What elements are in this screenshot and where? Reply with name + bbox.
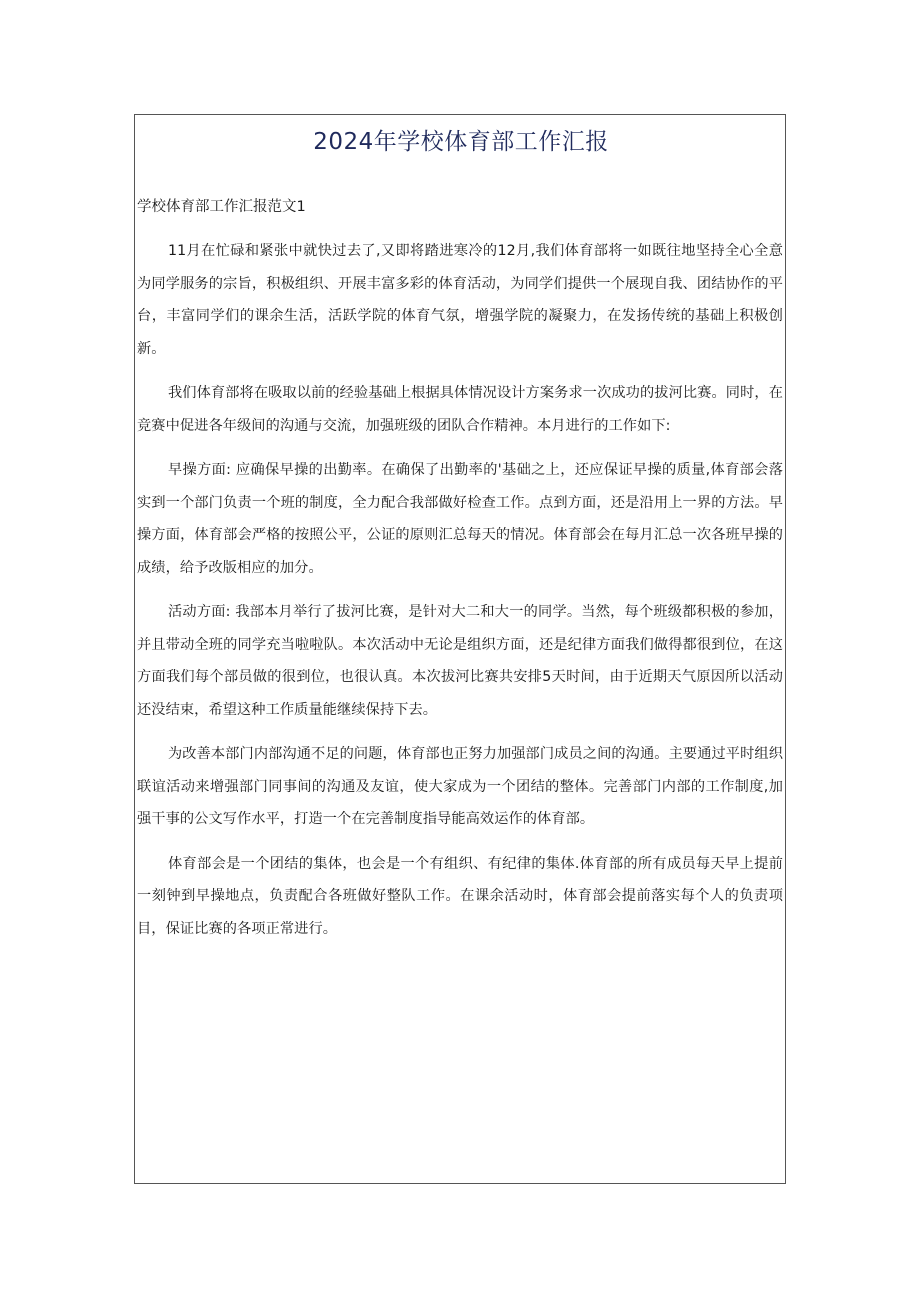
paragraph-2: 我们体育部将在吸取以前的经验基础上根据具体情况设计方案务求一次成功的拔河比赛。同时，在竞赛中促进各年级间的沟通与交流，加强班级的团队合作精神。本月进行的工作如下: bbox=[137, 385, 783, 434]
paragraph-3: 早操方面: 应确保早操的出勤率。在确保了出勤率的'基础之上，还应保证早操的质量,体育部会落实到一个部门负责一个班的制度，全力配合我部做好检查工作。点到方面，还是沿用上一界的方法。早操方面，体育部会严格的按照公平，公证的原则汇总每天的情况。体育部会在每月汇总一次各班早操的成绩，给予改版相应的加分。 bbox=[137, 462, 783, 576]
paragraph-1: 11月在忙碌和紧张中就快过去了,又即将踏进寒冷的12月,我们体育部将一如既往地坚持全心全意为同学服务的宗旨，积极组织、开展丰富多彩的体育活动，为同学们提供一个展现自我、团结协作的平台，丰富同学们的课余生活，活跃学院的体育气氛，增强学院的凝聚力，在发扬传统的基础上积极创新。 bbox=[137, 243, 783, 357]
document-title: 2024年学校体育部工作汇报 bbox=[313, 129, 609, 155]
section-heading: 学校体育部工作汇报范文1 bbox=[137, 199, 306, 215]
paragraph-6: 体育部会是一个团结的集体，也会是一个有组织、有纪律的集体.体育部的所有成员每天早上提前一刻钟到早操地点，负责配合各班做好整队工作。在课余活动时，体育部会提前落实每个人的负责项目，保证比赛的各项正常进行。 bbox=[137, 855, 783, 937]
document-body bbox=[137, 197, 783, 957]
paragraph-4: 活动方面: 我部本月举行了拔河比赛，是针对大二和大一的同学。当然，每个班级都积极的参加，并且带动全班的同学充当啦啦队。本次活动中无论是组织方面，还是纪律方面我们做得都很到位，在这方面我们每个部员做的很到位，也很认真。本次拔河比赛共安排5天时间，由于近期天气原因所以活动还没结束，希望这种工作质量能继续保持下去。 bbox=[137, 604, 783, 718]
document-frame bbox=[134, 114, 786, 1184]
paragraph-5: 为改善本部门内部沟通不足的问题，体育部也正努力加强部门成员之间的沟通。主要通过平时组织联谊活动来增强部门同事间的沟通及友谊，使大家成为一个团结的整体。完善部门内部的工作制度,加强干事的公文写作水平，打造一个在完善制度指导能高效运作的体育部。 bbox=[137, 746, 783, 827]
